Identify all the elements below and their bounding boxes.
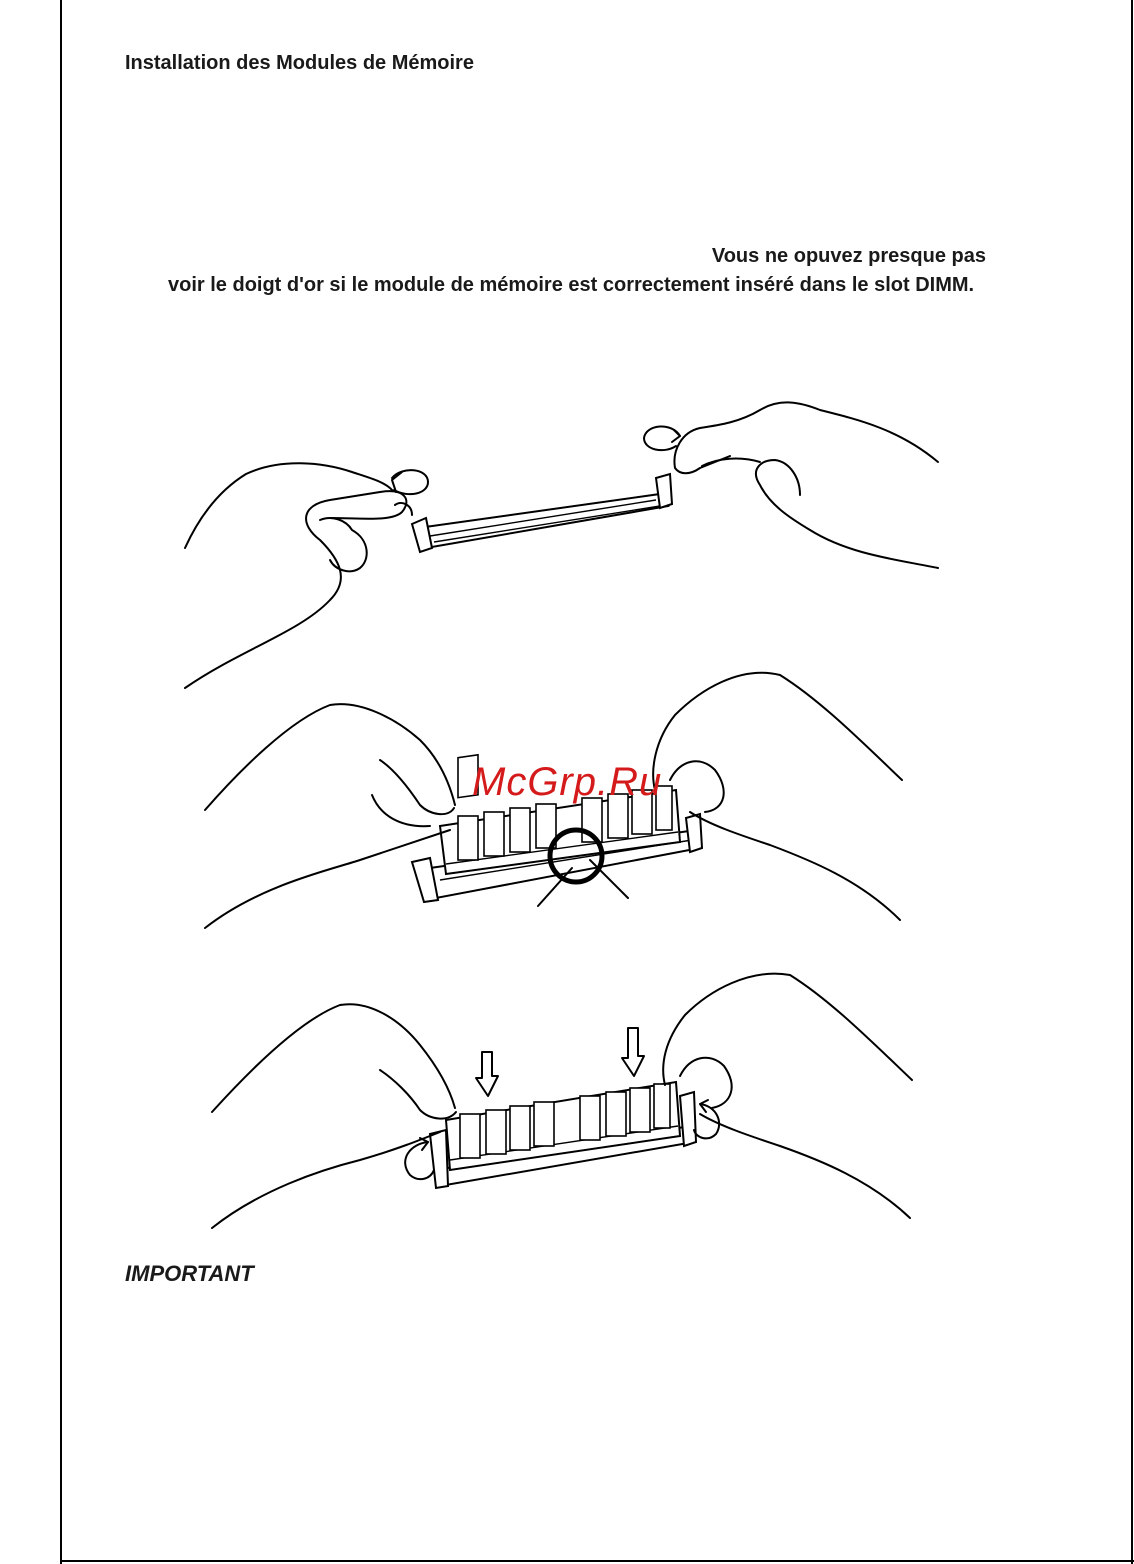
down-arrow-icon (476, 1052, 498, 1096)
install-note-line1: Vous ne opuvez presque pas (711, 245, 986, 267)
important-heading: IMPORTANT (125, 1261, 254, 1286)
down-arrow-icon (622, 1028, 644, 1076)
left-hand (205, 704, 455, 928)
left-hand (185, 463, 412, 688)
section-heading: Installation des Modules de Mémoire (125, 52, 474, 74)
right-hand (674, 402, 938, 568)
right-hand (663, 974, 912, 1218)
left-hand (212, 1004, 456, 1228)
install-note-body: voir le doigt d'or si le module de mémoire est correctement inséré dans le slot DIMM. (168, 274, 975, 296)
step1-open-latches (185, 402, 938, 688)
step3-insert-module (212, 974, 912, 1228)
watermark-text: McGrp.Ru (472, 760, 663, 804)
dimm-slot-empty (412, 474, 672, 552)
right-hand (653, 673, 902, 920)
rotate-arrow-icon (392, 470, 428, 494)
rotate-arrow-icon (405, 1142, 434, 1179)
